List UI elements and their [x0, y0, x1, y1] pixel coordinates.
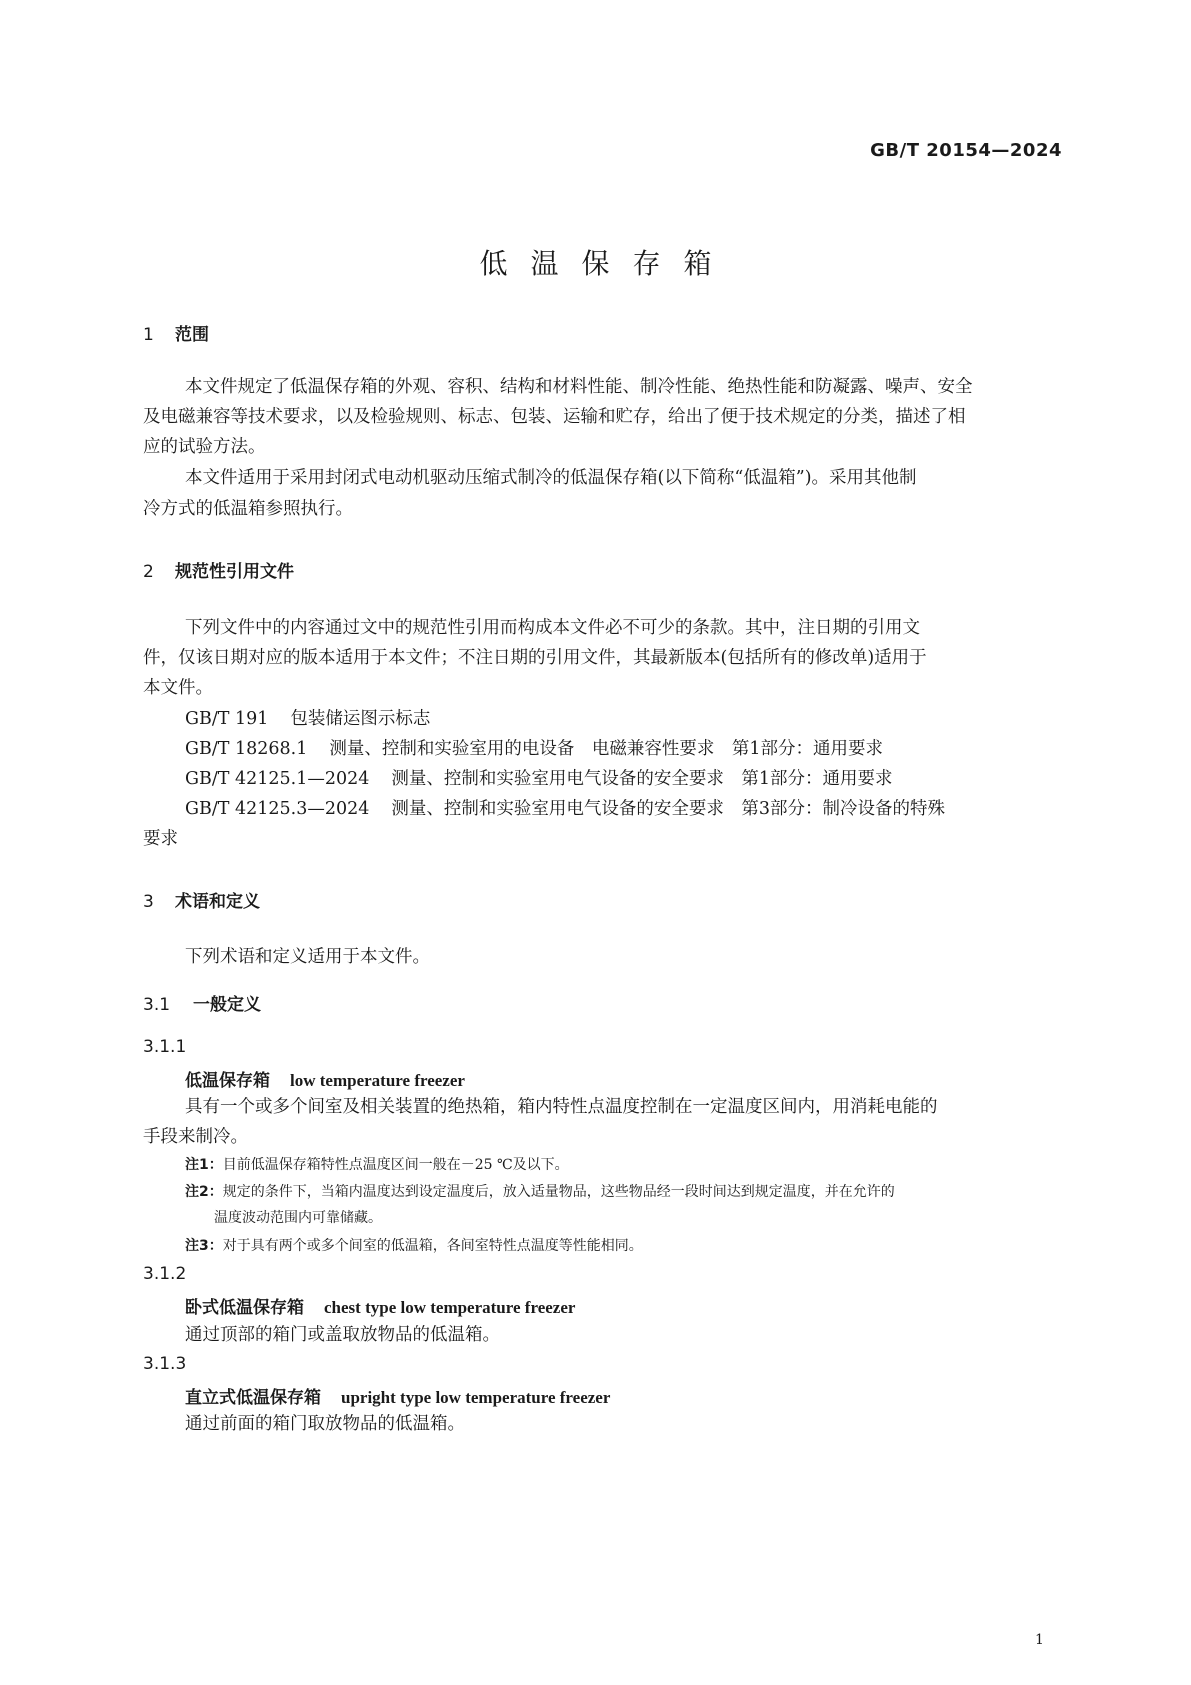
section-1-heading: [143, 320, 209, 345]
reference-item: [185, 764, 893, 794]
paragraph-line: 下列术语和定义适用于本文件。: [185, 947, 430, 967]
paragraph-line: 件，仅该日期对应的版本适用于本文件；不注日期的引用文件，其最新版本(包括所有的修改单)适用于: [143, 648, 927, 668]
note: [185, 1180, 895, 1204]
paragraph-line: 下列文件中的内容通过文中的规范性引用而构成本文件必不可少的条款。其中，注日期的引用文: [185, 618, 920, 638]
term-number: 3.1.3: [143, 1354, 187, 1374]
reference-title: 测量、控制和实验室用电气设备的安全要求 第3部分：制冷设备的特殊: [391, 799, 946, 819]
section-2-heading: [143, 557, 294, 582]
section-title: 术语和定义: [175, 892, 260, 912]
subsection-number: 3.1: [143, 995, 171, 1015]
reference-item: [185, 734, 883, 764]
section-number: 1: [143, 325, 154, 345]
section-3-heading: [143, 887, 260, 912]
term-number: 3.1.1: [143, 1037, 187, 1057]
reference-code: GB/T 18268.1: [185, 739, 308, 759]
term-en: chest type low temperature freezer: [324, 1298, 576, 1317]
section-number: 2: [143, 562, 154, 582]
paragraph-line: 本文件适用于采用封闭式电动机驱动压缩式制冷的低温保存箱(以下简称“低温箱”)。采用其他制: [185, 468, 917, 488]
note-label: 注2：: [185, 1184, 223, 1200]
term-heading: [185, 1066, 465, 1091]
definition-line: 具有一个或多个间室及相关装置的绝热箱，箱内特性点温度控制在一定温度区间内，用消耗电能的: [185, 1097, 938, 1117]
note: [185, 1153, 569, 1177]
term-heading: [185, 1293, 575, 1318]
note-text: 规定的条件下，当箱内温度达到设定温度后，放入适量物品，这些物品经一段时间达到规定温度，并在允许的: [222, 1184, 895, 1200]
paragraph-line: 冷方式的低温箱参照执行。: [143, 499, 353, 519]
note-label: 注1：: [185, 1157, 223, 1173]
reference-code: GB/T 42125.3—2024: [185, 799, 370, 819]
section-number: 3: [143, 892, 154, 912]
reference-code: GB/T 42125.1—2024: [185, 769, 370, 789]
standard-number: GB/T 20154—2024: [870, 140, 1062, 161]
section-title: 规范性引用文件: [175, 562, 294, 582]
paragraph-line: 本文件规定了低温保存箱的外观、容积、结构和材料性能、制冷性能、绝热性能和防凝露、噪声、安全: [185, 377, 973, 397]
term-zh: 低温保存箱: [185, 1071, 270, 1091]
paragraph-line: 及电磁兼容等技术要求，以及检验规则、标志、包装、运输和贮存，给出了便于技术规定的分类，描述了相: [143, 407, 966, 427]
reference-item: [185, 794, 945, 824]
note-text: 目前低温保存箱特性点温度区间一般在－25 ℃及以下。: [222, 1157, 569, 1173]
note-label: 注3：: [185, 1238, 223, 1254]
definition-line: 通过前面的箱门取放物品的低温箱。: [185, 1414, 465, 1434]
subsection-title: 一般定义: [193, 995, 261, 1015]
reference-code: GB/T 191: [185, 709, 269, 729]
definition-line: 通过顶部的箱门或盖取放物品的低温箱。: [185, 1325, 500, 1345]
note-text: 对于具有两个或多个间室的低温箱，各间室特性点温度等性能相同。: [222, 1238, 643, 1254]
subsection-heading: [143, 990, 261, 1015]
term-number: 3.1.2: [143, 1264, 187, 1284]
term-zh: 卧式低温保存箱: [185, 1298, 304, 1318]
paragraph-line: 本文件。: [143, 678, 213, 698]
term-en: low temperature freezer: [290, 1071, 465, 1090]
term-heading: [185, 1383, 610, 1408]
reference-title: 测量、控制和实验室用电气设备的安全要求 第1部分：通用要求: [391, 769, 893, 789]
document-title: 低温保存箱: [479, 247, 735, 280]
reference-title: 包装储运图示标志: [290, 709, 431, 729]
section-title: 范围: [175, 325, 209, 345]
page-number: 1: [1035, 1632, 1044, 1648]
note: [185, 1234, 643, 1258]
reference-continuation: 要求: [143, 829, 178, 849]
paragraph-line: 应的试验方法。: [143, 437, 266, 457]
reference-item: [185, 704, 430, 734]
definition-line: 手段来制冷。: [143, 1127, 248, 1147]
term-en: upright type low temperature freezer: [341, 1388, 611, 1407]
term-zh: 直立式低温保存箱: [185, 1388, 321, 1408]
note-continuation: 温度波动范围内可靠储藏。: [214, 1210, 382, 1226]
reference-title: 测量、控制和实验室用的电设备 电磁兼容性要求 第1部分：通用要求: [329, 739, 883, 759]
